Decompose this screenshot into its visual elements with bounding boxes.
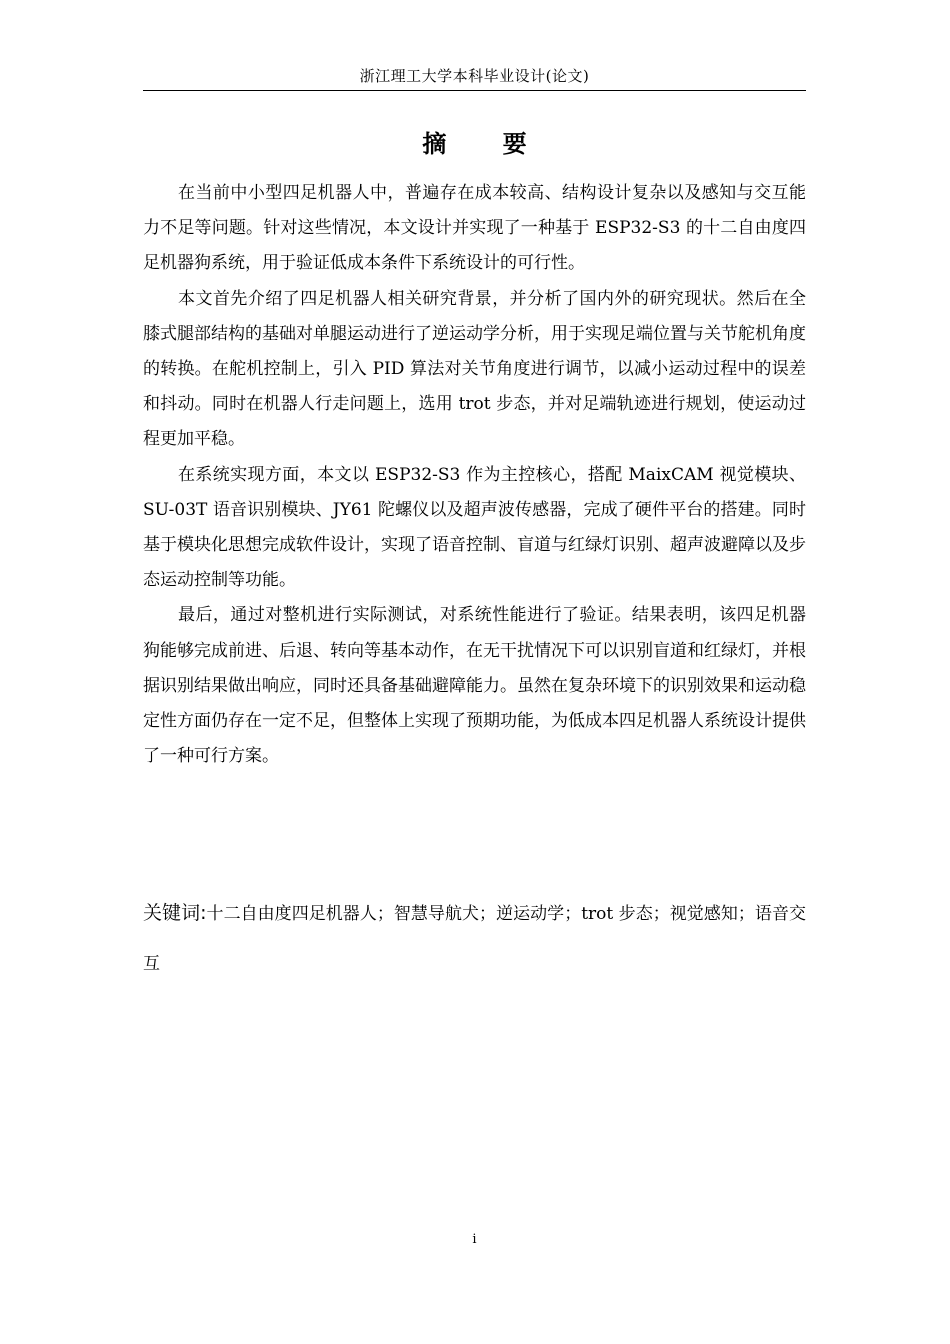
abstract-paragraph: 最后，通过对整机进行实际测试，对系统性能进行了验证。结果表明，该四足机器狗能够完成前进、后退、转向等基本动作，在无干扰情况下可以识别盲道和红绿灯，并根据识别结果做出响应，同时还具备基础避障能力。虽然在复杂环境下的识别效果和运动稳定性方面仍存在一定不足，但整体上实现了预期功能，为低成本四足机器人系统设计提供了一种可行方案。 [143,605,806,767]
abstract-paragraph: 本文首先介绍了四足机器人相关研究背景，并分析了国内外的研究现状。然后在全膝式腿部结构的基础对单腿运动进行了逆运动学分析，用于实现足端位置与关节舵机角度的转换。在舵机控制上，引入 PID 算法对关节角度进行调节，以减小运动过程中的误差和抖动。同时在机器人行走问题上，选用 trot 步态，并对足端轨迹进行规划，使运动过程更加平稳。 [143,288,806,450]
abstract-paragraph: 在系统实现方面，本文以 ESP32-S3 作为主控核心，搭配 MaixCAM 视觉模块、SU-03T 语音识别模块、JY61 陀螺仪以及超声波传感器，完成了硬件平台的搭建。同时基于模块化思想完成软件设计，实现了语音控制、盲道与红绿灯识别、超声波避障以及步态运动控制等功能。 [143,464,806,591]
keywords-text: 十二自由度四足机器人；智慧导航犬；逆运动学；trot 步态；视觉感知；语音交互 [143,904,806,974]
keywords-section [143,888,806,989]
page-number: i [472,1232,477,1247]
abstract-title: 摘 要 [422,130,551,158]
page-header: 浙江理工大学本科毕业设计(论文) [359,67,590,85]
abstract-paragraph: 在当前中小型四足机器人中，普遍存在成本较高、结构设计复杂以及感知与交互能力不足等问题。针对这些情况，本文设计并实现了一种基于 ESP32-S3 的十二自由度四足机器狗系统，用于验证低成本条件下系统设计的可行性。 [143,183,806,274]
abstract-body [143,176,806,774]
header-divider [143,90,806,91]
keywords-label: 关键词: [143,902,207,924]
